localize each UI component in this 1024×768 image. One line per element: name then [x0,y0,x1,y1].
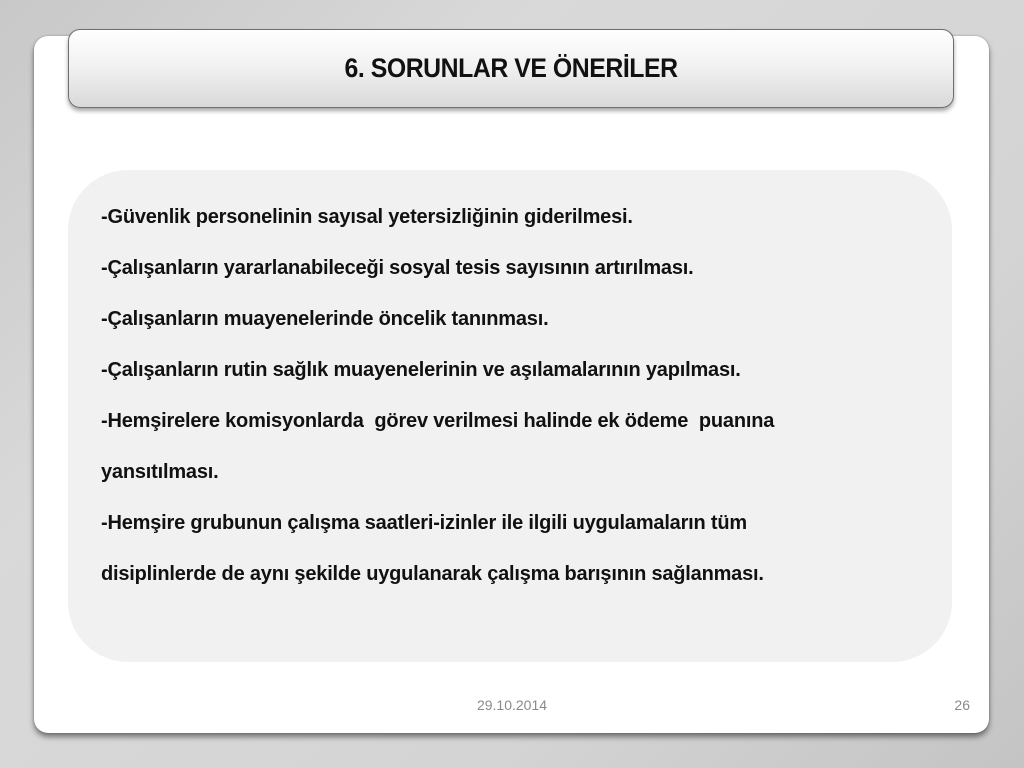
list-item: -Hemşirelere komisyonlarda görev verilmesi halinde ek ödeme puanına [101,410,775,432]
list-item: -Çalışanların muayenelerinde öncelik tanınması. [101,308,549,330]
recommendation-list [101,192,931,600]
page-number: 26 [954,697,970,713]
list-item: -Çalışanların yararlanabileceği sosyal tesis sayısının artırılması. [101,257,694,279]
list-item: -Çalışanların rutin sağlık muayenelerinin ve aşılamalarının yapılması. [101,359,741,381]
list-item: -Hemşire grubunun çalışma saatleri-izinler ile ilgili uygulamaların tüm [101,512,747,534]
list-item: -Güvenlik personelinin sayısal yetersizliğinin giderilmesi. [101,206,633,228]
footer-date: 29.10.2014 [476,697,548,713]
list-item: disiplinlerde de aynı şekilde uygulanarak çalışma barışının sağlanması. [101,563,764,585]
title-bar [68,29,954,108]
list-item: yansıtılması. [101,461,219,483]
slide-title: 6. SORUNLAR VE ÖNERİLER [344,53,678,83]
